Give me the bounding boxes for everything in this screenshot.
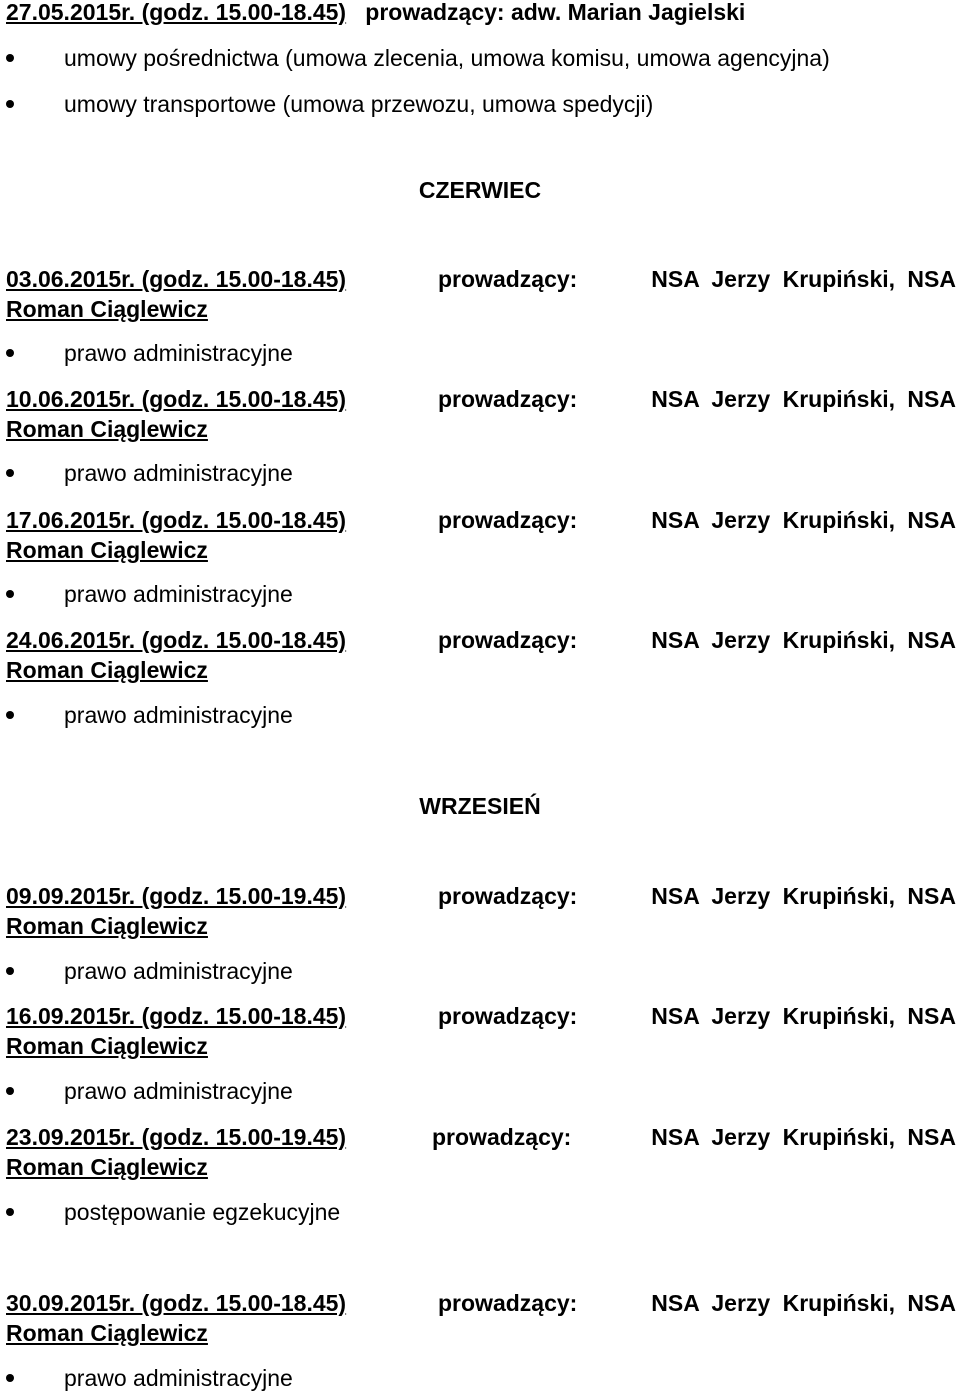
session-lead: prowadzący:	[438, 1290, 578, 1316]
bullet-icon	[6, 100, 14, 108]
bullet-icon	[6, 967, 14, 975]
session-lecturers: NSA Jerzy Krupiński, NSA	[651, 627, 956, 653]
session-lecturers: NSA Jerzy Krupiński, NSA	[651, 266, 956, 292]
session-lecturers: NSA Jerzy Krupiński, NSA	[651, 1003, 956, 1029]
session-date: 30.09.2015r. (godz. 15.00-18.45)	[6, 1290, 347, 1316]
session-topic: postępowanie egzekucyjne	[64, 1199, 341, 1225]
session-header	[6, 627, 956, 653]
session-lecturer-second-line: Roman Ciąglewicz	[6, 1154, 208, 1180]
session-lead: prowadzący:	[432, 1124, 572, 1150]
session-lead: prowadzący:	[438, 1003, 578, 1029]
session-topic: prawo administracyjne	[64, 1078, 293, 1104]
session-topic: prawo administracyjne	[64, 958, 293, 984]
session-header	[6, 266, 956, 292]
session-topic: prawo administracyjne	[64, 1365, 293, 1391]
session-lead: prowadzący:	[438, 627, 578, 653]
bullet-icon	[6, 469, 14, 477]
bullet-icon	[6, 54, 14, 62]
bullet-icon	[6, 1087, 14, 1095]
session-topic: prawo administracyjne	[64, 581, 293, 607]
session-lead: prowadzący:	[438, 883, 578, 909]
top-session-lead: prowadzący: adw. Marian Jagielski	[365, 0, 746, 25]
session-header	[6, 507, 956, 533]
bullet-icon	[6, 590, 14, 598]
bullet-icon	[6, 1374, 14, 1382]
top-topic-text: umowy pośrednictwa (umowa zlecenia, umowa komisu, umowa agencyjna)	[64, 45, 830, 71]
session-lecturer-second-line: Roman Ciąglewicz	[6, 537, 208, 563]
bullet-icon	[6, 1208, 14, 1216]
session-date: 09.09.2015r. (godz. 15.00-19.45)	[6, 883, 347, 909]
session-header	[6, 883, 956, 909]
session-lead: prowadzący:	[438, 386, 578, 412]
session-lecturer-second-line: Roman Ciąglewicz	[6, 913, 208, 939]
month-heading: CZERWIEC	[418, 177, 542, 203]
session-date: 16.09.2015r. (godz. 15.00-18.45)	[6, 1003, 347, 1029]
session-header	[6, 1290, 956, 1316]
top-session-date: 27.05.2015r. (godz. 15.00-18.45)	[6, 0, 347, 25]
session-header	[6, 1124, 956, 1150]
session-topic: prawo administracyjne	[64, 702, 293, 728]
top-session-header	[6, 0, 745, 25]
session-topic: prawo administracyjne	[64, 340, 293, 366]
bullet-icon	[6, 711, 14, 719]
session-date: 24.06.2015r. (godz. 15.00-18.45)	[6, 627, 347, 653]
session-lecturer-second-line: Roman Ciąglewicz	[6, 296, 208, 322]
session-lecturers: NSA Jerzy Krupiński, NSA	[651, 1124, 956, 1150]
session-lecturer-second-line: Roman Ciąglewicz	[6, 416, 208, 442]
session-header	[6, 1003, 956, 1029]
session-lecturers: NSA Jerzy Krupiński, NSA	[651, 507, 956, 533]
session-date: 23.09.2015r. (godz. 15.00-19.45)	[6, 1124, 347, 1150]
session-date: 17.06.2015r. (godz. 15.00-18.45)	[6, 507, 347, 533]
session-date: 03.06.2015r. (godz. 15.00-18.45)	[6, 266, 347, 292]
session-lecturers: NSA Jerzy Krupiński, NSA	[651, 386, 956, 412]
top-topic-text: umowy transportowe (umowa przewozu, umowa spedycji)	[64, 91, 654, 117]
month-heading: WRZESIEŃ	[419, 793, 541, 819]
session-topic: prawo administracyjne	[64, 460, 293, 486]
bullet-icon	[6, 349, 14, 357]
session-lecturer-second-line: Roman Ciąglewicz	[6, 657, 208, 683]
session-header	[6, 386, 956, 412]
session-lecturer-second-line: Roman Ciąglewicz	[6, 1033, 208, 1059]
session-lecturer-second-line: Roman Ciąglewicz	[6, 1320, 208, 1346]
session-lead: prowadzący:	[438, 266, 578, 292]
session-lecturers: NSA Jerzy Krupiński, NSA	[651, 883, 956, 909]
session-date: 10.06.2015r. (godz. 15.00-18.45)	[6, 386, 347, 412]
session-lead: prowadzący:	[438, 507, 578, 533]
session-lecturers: NSA Jerzy Krupiński, NSA	[651, 1290, 956, 1316]
